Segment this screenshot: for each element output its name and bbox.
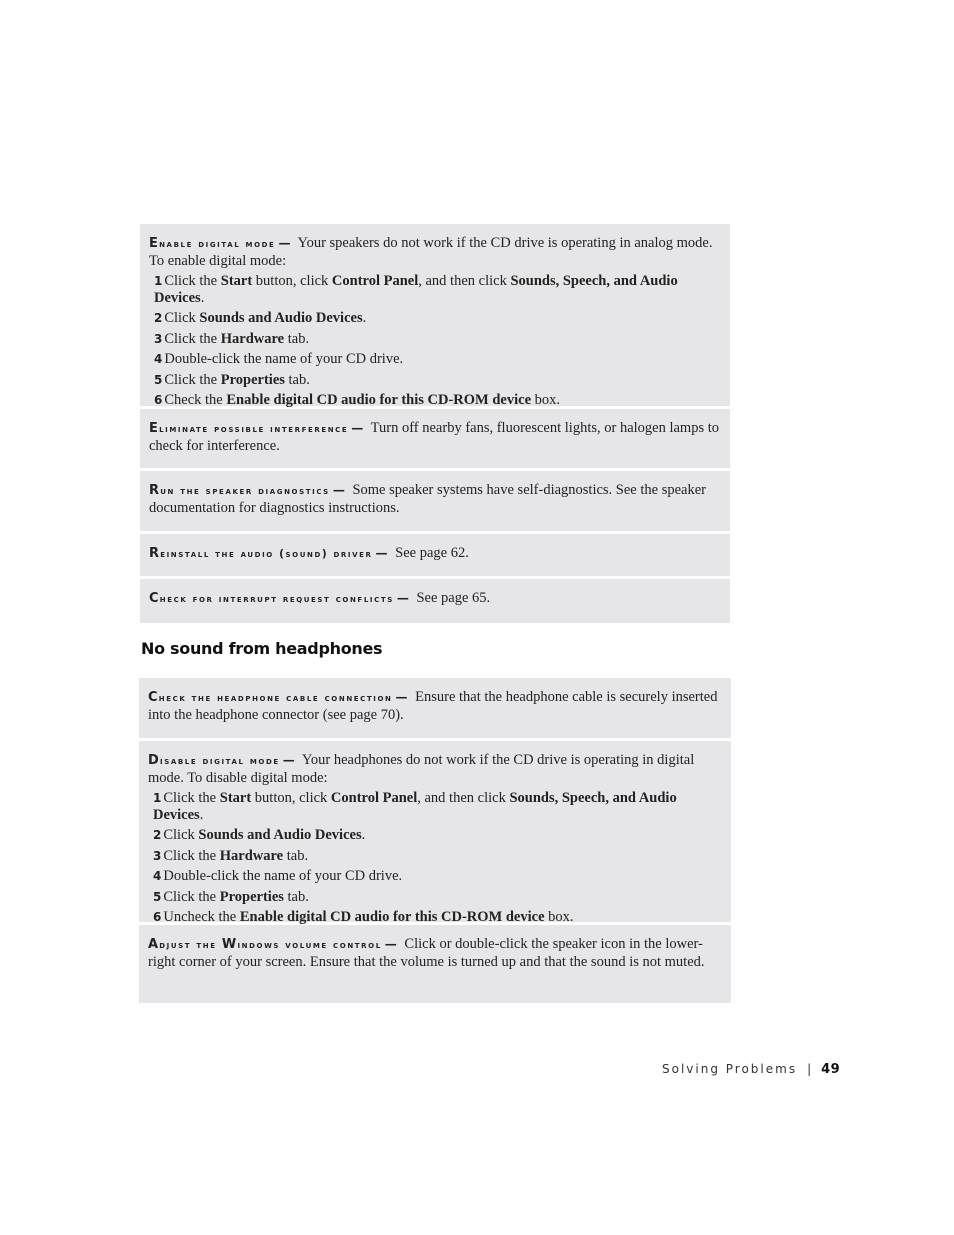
em-dash: — xyxy=(282,753,295,767)
page-number: 49 xyxy=(821,1062,841,1077)
tip-heading: Eliminate possible interference xyxy=(149,421,349,436)
step-list xyxy=(148,790,722,926)
ui-term: Sounds, Speech, and Audio Devices xyxy=(154,273,678,306)
tip-eliminate-interference xyxy=(140,409,730,468)
step-list xyxy=(149,273,721,409)
step-text: Click the xyxy=(163,790,220,806)
step-item xyxy=(153,909,722,926)
step-text: Check the xyxy=(164,391,227,408)
ui-term: Properties xyxy=(220,371,285,388)
ui-term: Start xyxy=(220,273,253,289)
tip-heading: Reinstall the audio (sound) driver xyxy=(149,546,373,561)
ui-term: Sounds and Audio Devices xyxy=(198,827,362,844)
step-number: 5 xyxy=(154,372,163,387)
ui-term: Enable digital CD audio for this CD-ROM device xyxy=(226,391,532,408)
step-number: 1 xyxy=(153,791,162,805)
step-text: Click the xyxy=(164,371,221,388)
step-text: Click xyxy=(164,310,200,327)
tip-enable-digital-mode xyxy=(140,224,730,406)
step-item xyxy=(153,790,722,824)
step-text: , and then click xyxy=(417,790,510,806)
step-text: Double-click the name of your CD drive. xyxy=(164,351,404,368)
tip-heading: Run the speaker diagnostics xyxy=(149,483,330,498)
step-number: 4 xyxy=(154,352,163,367)
step-text: box. xyxy=(531,391,561,408)
step-text: tab. xyxy=(283,847,309,864)
em-dash: — xyxy=(278,236,291,250)
em-dash: — xyxy=(375,546,388,560)
ui-term: Hardware xyxy=(219,847,284,864)
step-number: 3 xyxy=(153,848,162,863)
step-text: Click the xyxy=(163,847,220,864)
step-number: 3 xyxy=(154,331,163,346)
step-item xyxy=(154,351,721,368)
step-text: Click the xyxy=(164,273,221,289)
tip-adjust-windows-volume xyxy=(139,925,731,1003)
step-text: tab. xyxy=(284,371,310,388)
em-dash: — xyxy=(351,421,364,435)
tip-text: Your speakers do not work if the CD drive is operating in analog mode. To enable digital mode: xyxy=(149,235,713,269)
tip-heading: Adjust the Windows volume control xyxy=(148,937,382,952)
step-text: tab. xyxy=(283,888,309,905)
step-text: box. xyxy=(544,908,574,925)
step-item xyxy=(153,848,722,865)
page-footer xyxy=(662,1062,840,1077)
step-text: button, click xyxy=(252,273,332,289)
ui-term: Enable digital CD audio for this CD-ROM device xyxy=(239,908,545,925)
step-number: 4 xyxy=(153,869,162,884)
ui-term: Control Panel xyxy=(330,790,418,806)
ui-term: Sounds and Audio Devices xyxy=(199,310,363,327)
step-text: Double-click the name of your CD drive. xyxy=(163,868,403,885)
tip-text: Click or double-click the speaker icon in the lower-right corner of your screen. Ensure that the volume is turned up and that the sound is not muted. xyxy=(148,936,705,970)
step-text: Click xyxy=(163,827,199,844)
footer-separator: | xyxy=(807,1062,812,1076)
tip-heading: Check the headphone cable connection xyxy=(148,690,393,705)
em-dash: — xyxy=(384,937,397,951)
tip-heading: Enable digital mode xyxy=(149,236,276,251)
step-number: 2 xyxy=(153,828,162,843)
step-number: 5 xyxy=(153,889,162,904)
tip-check-irq-conflicts xyxy=(140,579,730,623)
step-text: , and then click xyxy=(418,273,511,289)
step-text: . xyxy=(199,807,204,823)
step-item xyxy=(153,889,722,906)
ui-term: Properties xyxy=(219,888,284,905)
step-text: Click the xyxy=(164,330,221,347)
tip-text: Turn off nearby fans, fluorescent lights, or halogen lamps to check for interference. xyxy=(149,420,720,454)
ui-term: Hardware xyxy=(220,330,285,347)
step-number: 1 xyxy=(154,274,163,288)
step-text: tab. xyxy=(284,330,310,347)
step-item xyxy=(154,331,721,348)
step-item xyxy=(153,827,722,844)
tip-disable-digital-mode xyxy=(139,741,731,925)
tip-text: Some speaker systems have self-diagnostics. See the speaker documentation for diagnostics instructions. xyxy=(149,482,706,516)
tip-text: See page 62. xyxy=(395,545,469,561)
step-text: . xyxy=(362,310,367,327)
tip-reinstall-audio-driver xyxy=(140,534,730,576)
tip-text: Ensure that the headphone cable is securely inserted into the headphone connector (see page 70). xyxy=(148,689,718,723)
step-item xyxy=(154,372,721,389)
step-number: 2 xyxy=(154,311,163,326)
ui-term: Control Panel xyxy=(331,273,419,289)
step-number: 6 xyxy=(153,909,162,924)
tip-run-speaker-diagnostics xyxy=(140,471,730,531)
em-dash: — xyxy=(396,591,409,605)
step-text: Click the xyxy=(163,888,220,905)
step-number: 6 xyxy=(154,392,163,407)
footer-section-name: Solving Problems xyxy=(662,1062,798,1076)
ui-term: Start xyxy=(219,790,252,806)
tip-heading: Disable digital mode xyxy=(148,753,280,768)
em-dash: — xyxy=(395,690,408,704)
tip-text: Your headphones do not work if the CD drive is operating in digital mode. To disable digital mode: xyxy=(148,752,695,786)
ui-term: Sounds, Speech, and Audio Devices xyxy=(153,790,677,823)
step-text: button, click xyxy=(251,790,331,806)
step-item xyxy=(154,273,721,307)
step-text: . xyxy=(361,827,366,844)
em-dash: — xyxy=(332,483,345,497)
step-text: Uncheck the xyxy=(163,908,240,925)
step-item xyxy=(154,392,721,409)
section-title: No sound from headphones xyxy=(141,639,383,658)
step-item xyxy=(153,868,722,885)
tip-heading: Check for interrupt request conflicts xyxy=(149,591,394,606)
tip-check-headphone-cable xyxy=(139,678,731,738)
step-item xyxy=(154,310,721,327)
tip-text: See page 65. xyxy=(416,590,491,606)
step-text: . xyxy=(200,290,205,306)
